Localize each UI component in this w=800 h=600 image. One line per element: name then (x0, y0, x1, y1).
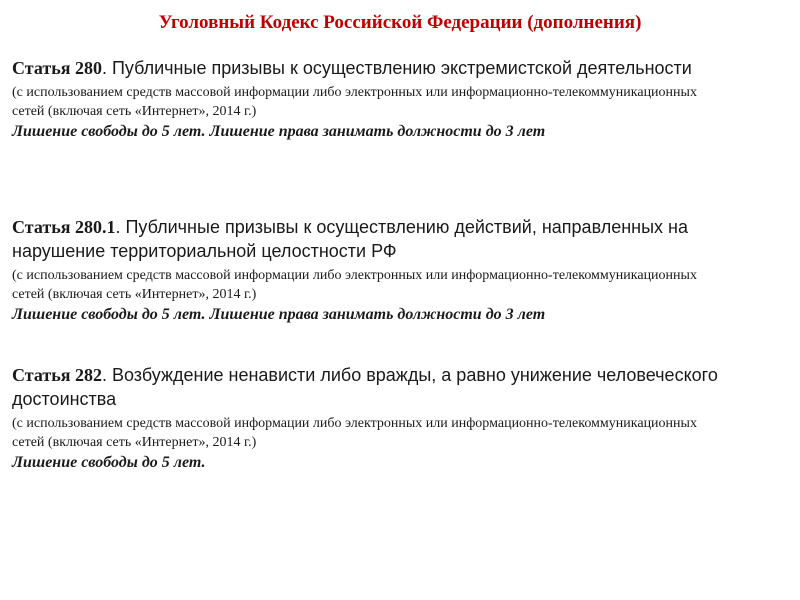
article-note: (с использованием средств массовой информации либо электронных или информационно-телекоммуникационных сетей (включая сеть «Интернет», 2014 г.) (12, 416, 697, 450)
article-282 (12, 363, 782, 474)
article-number: Статья 280.1 (12, 217, 116, 237)
article-heading (12, 215, 782, 263)
article-note: (с использованием средств массовой информации либо электронных или информационно-телекоммуникационных сетей (включая сеть «Интернет», 2014 г.) (12, 268, 697, 302)
article-number: Статья 282 (12, 365, 102, 385)
article-title: Возбуждение ненависти либо вражды, а равно унижение человеческого достоинства (12, 365, 718, 409)
article-penalty: Лишение свободы до 5 лет. (12, 454, 206, 471)
page-title: Уголовный Кодекс Российской Федерации (дополнения) (158, 12, 642, 33)
article-penalty: Лишение свободы до 5 лет. Лишение права занимать должности до 3 лет (12, 306, 546, 323)
article-penalty: Лишение свободы до 5 лет. Лишение права занимать должности до 3 лет (12, 123, 546, 140)
article-note: (с использованием средств массовой информации либо электронных или информационно-телекоммуникационных сетей (включая сеть «Интернет», 2014 г.) (12, 85, 697, 119)
article-280-1 (12, 215, 782, 326)
article-separator: . (101, 58, 112, 78)
article-separator: . (115, 217, 126, 237)
article-280 (12, 56, 782, 143)
article-title: Публичные призывы к осуществлению действий, направленных на нарушение территориальной целостности РФ (12, 217, 689, 261)
article-heading (12, 56, 782, 80)
article-title: Публичные призывы к осуществлению экстремистской деятельности (111, 58, 692, 78)
article-number: Статья 280 (12, 58, 102, 78)
article-separator: . (101, 365, 112, 385)
article-heading (12, 363, 782, 411)
